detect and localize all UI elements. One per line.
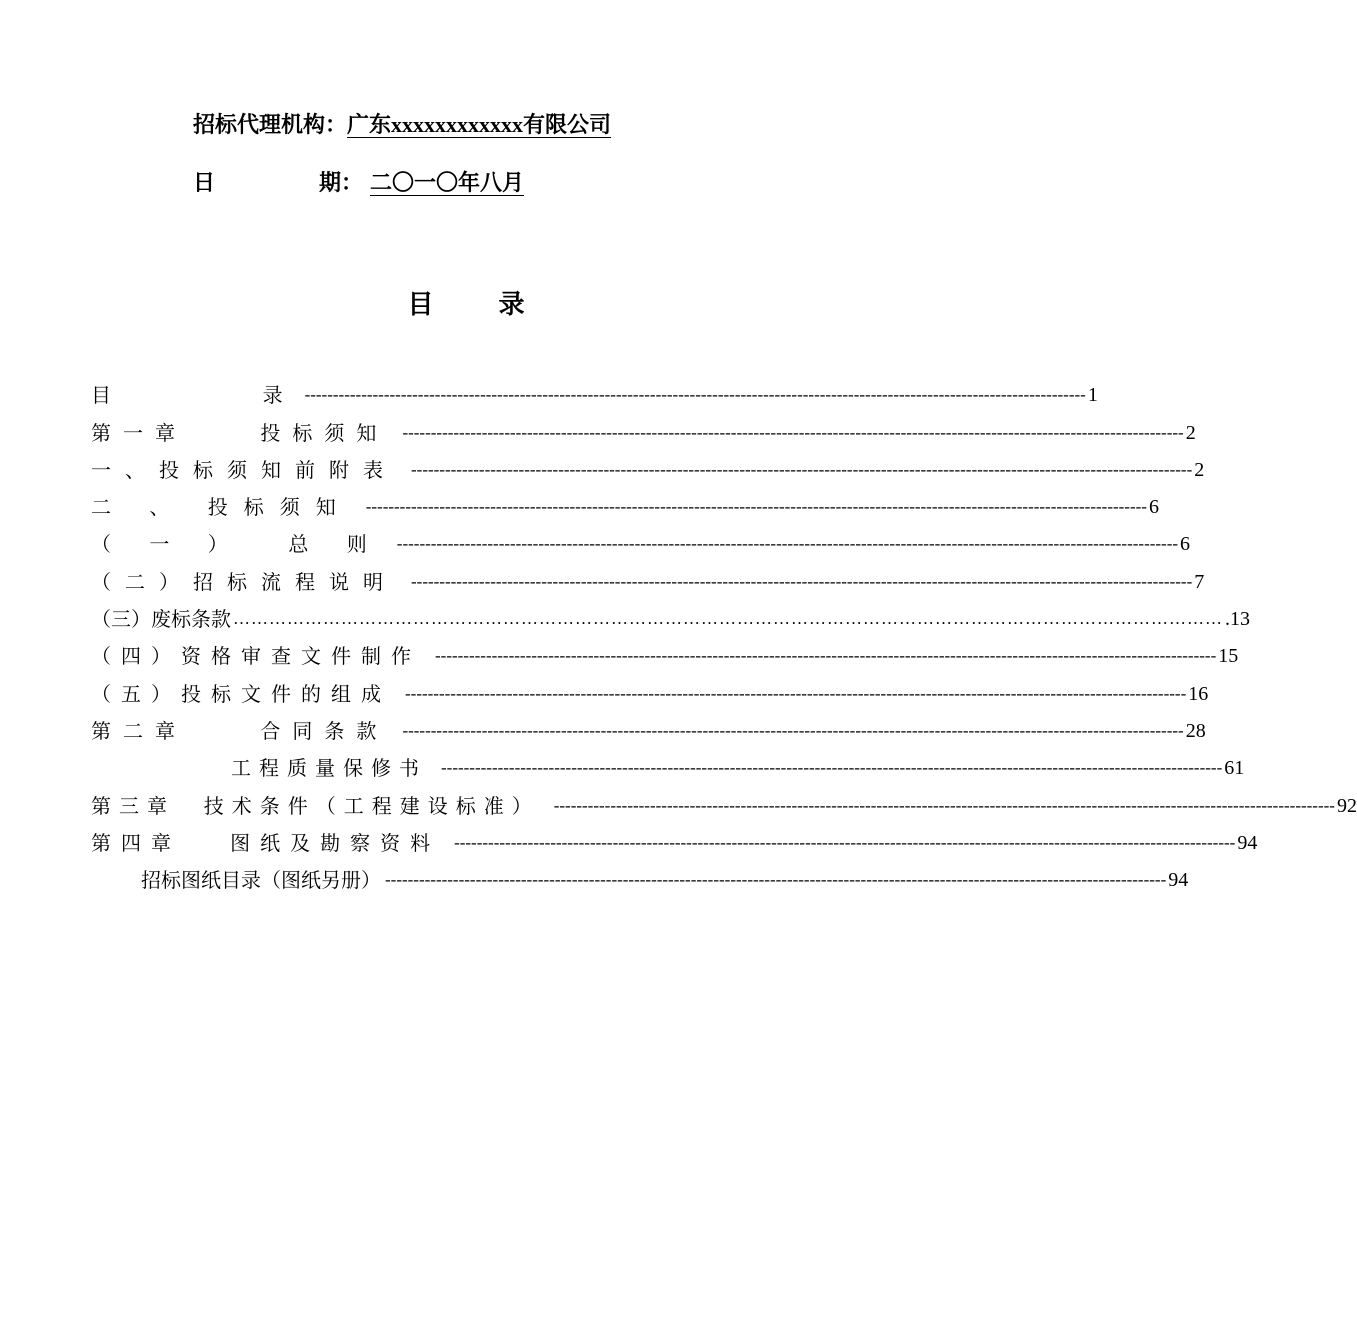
toc-leader: ------------------------------------------------------------------------------------------------------------------------------------------ (396, 534, 1179, 554)
toc-leader: ------------------------------------------------------------------------------------------------------------------------------------------ (365, 497, 1147, 517)
date-row (193, 168, 524, 198)
toc-leader: ------------------------------------------------------------------------------------------------------------------------------------------ (304, 385, 1086, 405)
table-of-contents (91, 373, 1357, 895)
toc-entry-label: （四）资格审查文件制作 (91, 644, 421, 669)
toc-entry-label: 二 、 投标须知 (91, 495, 352, 520)
toc-leader: ………………………………………………………………………………………………………………………………………………… (233, 609, 1223, 629)
toc-entry[interactable] (91, 448, 1205, 485)
toc-entry[interactable] (91, 671, 1209, 708)
toc-entry-page: 94 (1168, 869, 1189, 892)
toc-leader: ------------------------------------------------------------------------------------------------------------------------------------------ (441, 758, 1223, 778)
toc-entry[interactable] (91, 746, 1245, 783)
toc-entry[interactable] (91, 522, 1191, 559)
toc-entry-label: 招标图纸目录（图纸另册） (141, 868, 381, 893)
toc-entry[interactable] (91, 783, 1357, 820)
toc-entry-label: （五）投标文件的组成 (91, 681, 391, 706)
toc-entry-page: 28 (1185, 719, 1206, 742)
toc-entry-page: .13 (1225, 608, 1250, 631)
toc-leader: ------------------------------------------------------------------------------------------------------------------------------------------ (454, 832, 1236, 852)
toc-entry-label: 工程质量保修书 (231, 756, 427, 781)
toc-entry-label: （ 一 ） 总 则 (91, 532, 383, 557)
toc-entry-label: 第二章 合同条款 (91, 718, 389, 743)
toc-entry-page: 15 (1218, 645, 1239, 668)
date-label-period: 期： (319, 170, 364, 196)
date-label-day: 日 (193, 170, 216, 196)
toc-entry[interactable] (91, 373, 1098, 410)
toc-entry[interactable] (91, 485, 1159, 522)
agency-value (347, 112, 611, 138)
toc-entry-page: 6 (1148, 496, 1159, 519)
toc-entry-page: 1 (1087, 384, 1098, 407)
toc-leader: ------------------------------------------------------------------------------------------------------------------------------------------ (402, 720, 1184, 740)
agency-value-suffix: 有限公司 (523, 112, 612, 138)
toc-entry-label: 一、投标须知前附表 (91, 457, 397, 482)
date-value: 二〇一〇年八月 (370, 170, 525, 196)
toc-entry-page: 92 (1336, 794, 1357, 817)
toc-leader: ------------------------------------------------------------------------------------------------------------------------------------------ (385, 870, 1167, 890)
agency-label: 招标代理机构： (193, 112, 348, 138)
toc-leader: ------------------------------------------------------------------------------------------------------------------------------------------ (411, 571, 1193, 591)
toc-entry[interactable] (91, 634, 1239, 671)
toc-entry-label: （三）废标条款 (91, 607, 231, 632)
toc-entry[interactable] (91, 597, 1250, 634)
toc-entry[interactable] (91, 709, 1206, 746)
toc-entry-page: 2 (1194, 458, 1205, 481)
date-label (193, 168, 370, 198)
toc-entry[interactable] (91, 559, 1205, 596)
toc-entry[interactable] (91, 410, 1196, 447)
toc-entry-label: 第四章 图纸及勘察资料 (91, 830, 441, 855)
agency-value-latin: xxxxxxxxxxxx (391, 112, 524, 137)
toc-entry-label: 第三章 技术条件（工程建设标准） (91, 793, 540, 818)
toc-entry-page: 7 (1194, 570, 1205, 593)
agency-row (193, 110, 611, 140)
toc-leader: ------------------------------------------------------------------------------------------------------------------------------------------ (411, 459, 1193, 479)
toc-entry[interactable] (91, 858, 1189, 895)
agency-value-prefix: 广东 (347, 112, 392, 138)
toc-entry-page: 94 (1237, 831, 1258, 854)
toc-entry-page: 6 (1180, 533, 1191, 556)
toc-entry-page: 2 (1185, 421, 1196, 444)
toc-entry-page: 61 (1224, 757, 1245, 780)
toc-entry-label: 第一章 投标须知 (91, 420, 389, 445)
toc-entry-label: （二）招标流程说明 (91, 569, 397, 594)
toc-leader: ------------------------------------------------------------------------------------------------------------------------------------------ (435, 646, 1217, 666)
toc-entry-label: 目 录 (91, 383, 291, 408)
toc-title: 目 录 (407, 290, 553, 320)
toc-entry-page: 16 (1188, 682, 1209, 705)
toc-entry[interactable] (91, 821, 1258, 858)
toc-leader: ------------------------------------------------------------------------------------------------------------------------------------------ (553, 795, 1335, 815)
toc-leader: ------------------------------------------------------------------------------------------------------------------------------------------ (402, 422, 1184, 442)
toc-leader: ------------------------------------------------------------------------------------------------------------------------------------------ (405, 683, 1187, 703)
